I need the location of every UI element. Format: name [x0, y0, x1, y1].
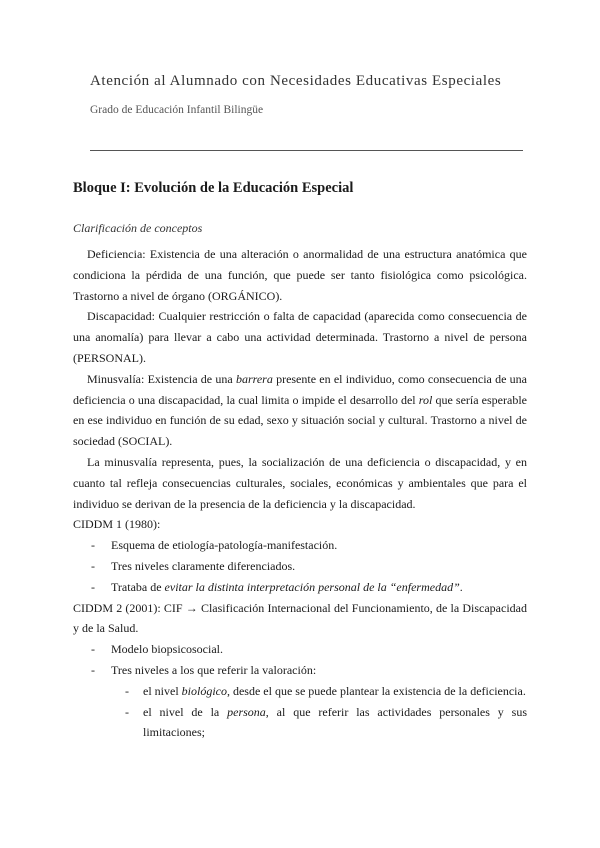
document-title: Atención al Alumnado con Necesidades Educativas Especiales [90, 73, 502, 89]
list-item-text: Trataba de [111, 579, 165, 594]
text-span: que sería esperable en ese individuo en función de su edad, sexo y situación social y cultural. Trastorno a nivel de sociedad (SOCIAL). [73, 392, 527, 449]
list-item-text: Esquema de etiología-patología-manifestación. [111, 538, 338, 553]
list-item [73, 660, 527, 681]
header-divider [90, 150, 523, 151]
list-item-text: , al que referir las actividades personales y sus limitaciones; [143, 704, 527, 740]
list-item-text: Modelo biopsicosocial. [111, 642, 223, 657]
emphasis: biológico [181, 683, 227, 698]
list-item [73, 639, 527, 660]
bullet: - [91, 642, 95, 657]
emphasis: barrera [235, 371, 273, 386]
document-body [73, 244, 527, 743]
section-heading: Clarificación de conceptos [73, 221, 203, 235]
bullet: - [91, 662, 95, 677]
list-item [73, 577, 527, 598]
list-item-text: el nivel de la [143, 704, 228, 719]
ciddm1-heading: CIDDM 1 (1980): [73, 517, 161, 532]
emphasis: persona [227, 704, 266, 719]
emphasis: evitar la distinta interpretación personal de la “enfermedad” [164, 579, 460, 594]
bullet: - [91, 538, 95, 553]
list-item-text: , desde el que se puede plantear la existencia de la deficiencia. [226, 683, 526, 698]
text-span: Minusvalía: Existencia de una [87, 371, 236, 386]
document-subtitle: Grado de Educación Infantil Bilingüe [90, 104, 264, 116]
list-item-text: Tres niveles claramente diferenciados. [111, 558, 296, 573]
bullet: - [91, 558, 95, 573]
ciddm2-heading: CIDDM 2 (2001): CIF → Clasificación Internacional del Funcionamiento, de la Discapacidad y de la Salud. [73, 600, 527, 636]
list-item [73, 556, 527, 577]
list-item-text: el nivel [143, 683, 182, 698]
paragraph-deficiencia: Deficiencia: Existencia de una alteración o anormalidad de una estructura anatómica que condiciona la pérdida de una función, que puede ser tanto fisiológica como psicológica. Trastorno a nivel de órgano (ORGÁNICO). [73, 247, 527, 303]
sub-list-item [73, 702, 527, 744]
bullet: - [91, 579, 95, 594]
list-item-text: Tres niveles a los que referir la valoración: [111, 662, 317, 677]
bullet: - [125, 683, 129, 698]
list-item [73, 535, 527, 556]
list-item-text: . [459, 579, 463, 594]
block-heading: Bloque I: Evolución de la Educación Especial [73, 180, 354, 196]
sub-list-item [73, 681, 527, 702]
paragraph-minusvalia [73, 369, 527, 452]
emphasis: rol [418, 392, 433, 407]
bullet: - [125, 704, 129, 719]
paragraph-discapacidad: Discapacidad: Cualquier restricción o falta de capacidad (aparecida como consecuencia de una anomalía) para llevar a cabo una actividad determinada. Trastorno a nivel de persona (PERSONAL). [73, 309, 527, 365]
paragraph-minusvalia-2: La minusvalía representa, pues, la socialización de una deficiencia o discapacidad, y en cuanto tal refleja consecuencias culturales, sociales, económicas y ambientales que para el individuo se derivan de la presencia de la deficiencia y la discapacidad. [73, 454, 527, 511]
text-span: presente en el individuo, como consecuencia de una deficiencia o una discapacidad, la cual limita o impide el desarrollo del [73, 371, 527, 407]
